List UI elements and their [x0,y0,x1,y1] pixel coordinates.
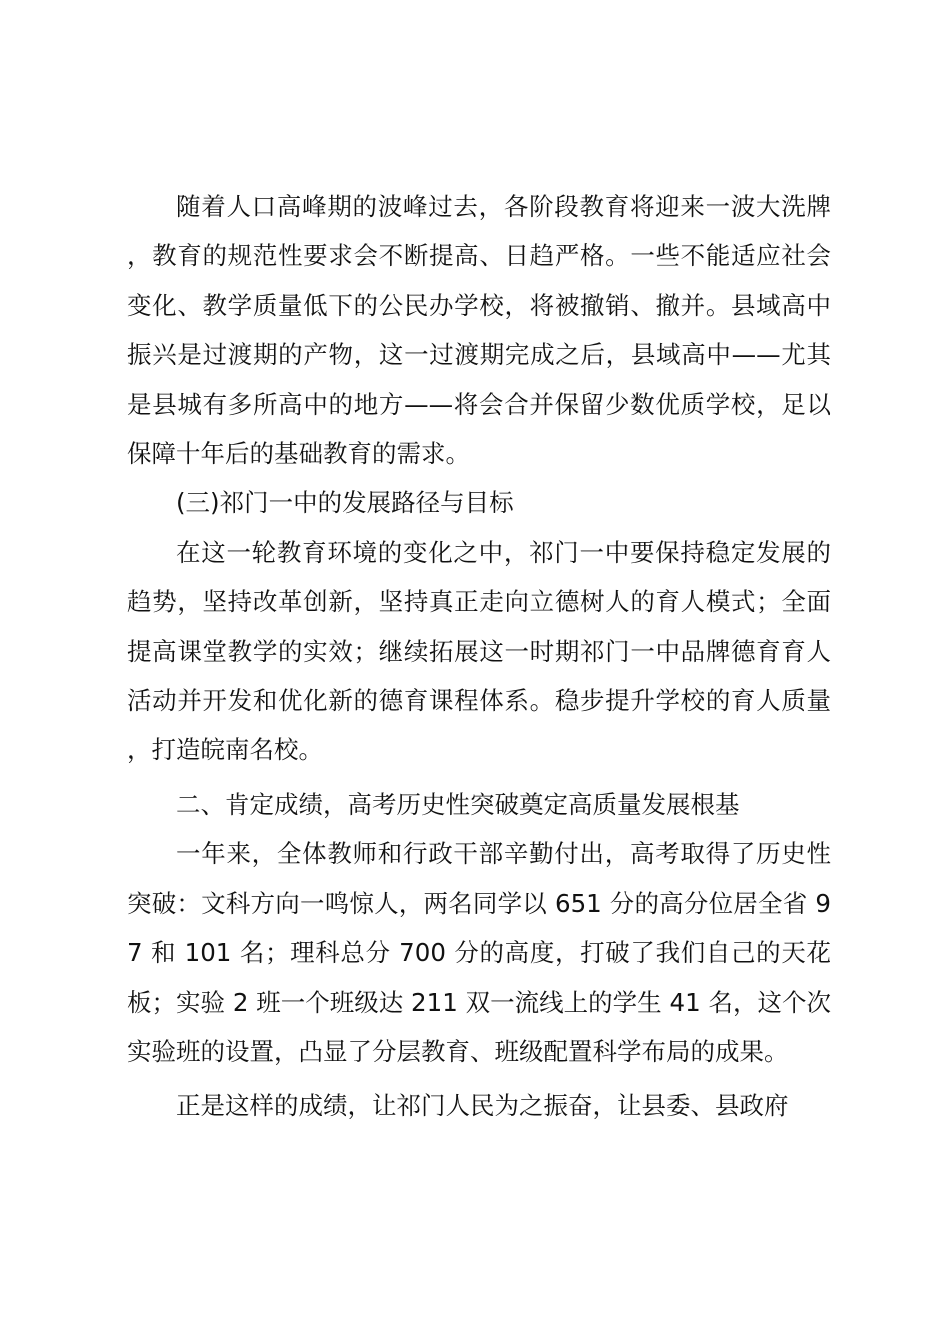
paragraph-achievement-impact: 正是这样的成绩，让祁门人民为之振奋，让县委、县政府 [176,1091,789,1121]
section-heading-development-path: (三)祁门一中的发展路径与目标 [176,488,514,518]
paragraph-population-peak: 随着人口高峰期的波峰过去，各阶段教育将迎来一波大洗牌，教育的规范性要求会不断提高、日趋严格。一些不能适应社会变化、教学质量低下的公民办学校，将被撤销、撤并。县域高中振兴是过渡期的产物，这一过渡期完成之后，县域高中——尤其是县城有多所高中的地方——将会合并保留少数优质学校，足以保障十年后的基础教育的需求。 [127,192,831,469]
section-heading-achievements: 二、肯定成绩，高考历史性突破奠定高质量发展根基 [176,789,740,819]
document-page [127,182,831,1131]
paragraph-development-goals: 在这一轮教育环境的变化之中，祁门一中要保持稳定发展的趋势，坚持改革创新，坚持真正走向立德树人的育人模式；全面提高课堂教学的实效；继续拓展这一时期祁门一中品牌德育育人活动并开发和优化新的德育课程体系。稳步提升学校的育人质量，打造皖南名校。 [127,537,831,765]
paragraph-gaokao-breakthrough: 一年来，全体教师和行政干部辛勤付出，高考取得了历史性突破：文科方向一鸣惊人，两名同学以 651 分的高分位居全省 97 和 101 名；理科总分 700 分的高度，打破了我们自己的天花板；实验 2 班一个班级达 211 双一流线上的学生 41 名，这个次实验班的设置，凸显了分层教育、班级配置科学布局的成果。 [127,839,831,1066]
